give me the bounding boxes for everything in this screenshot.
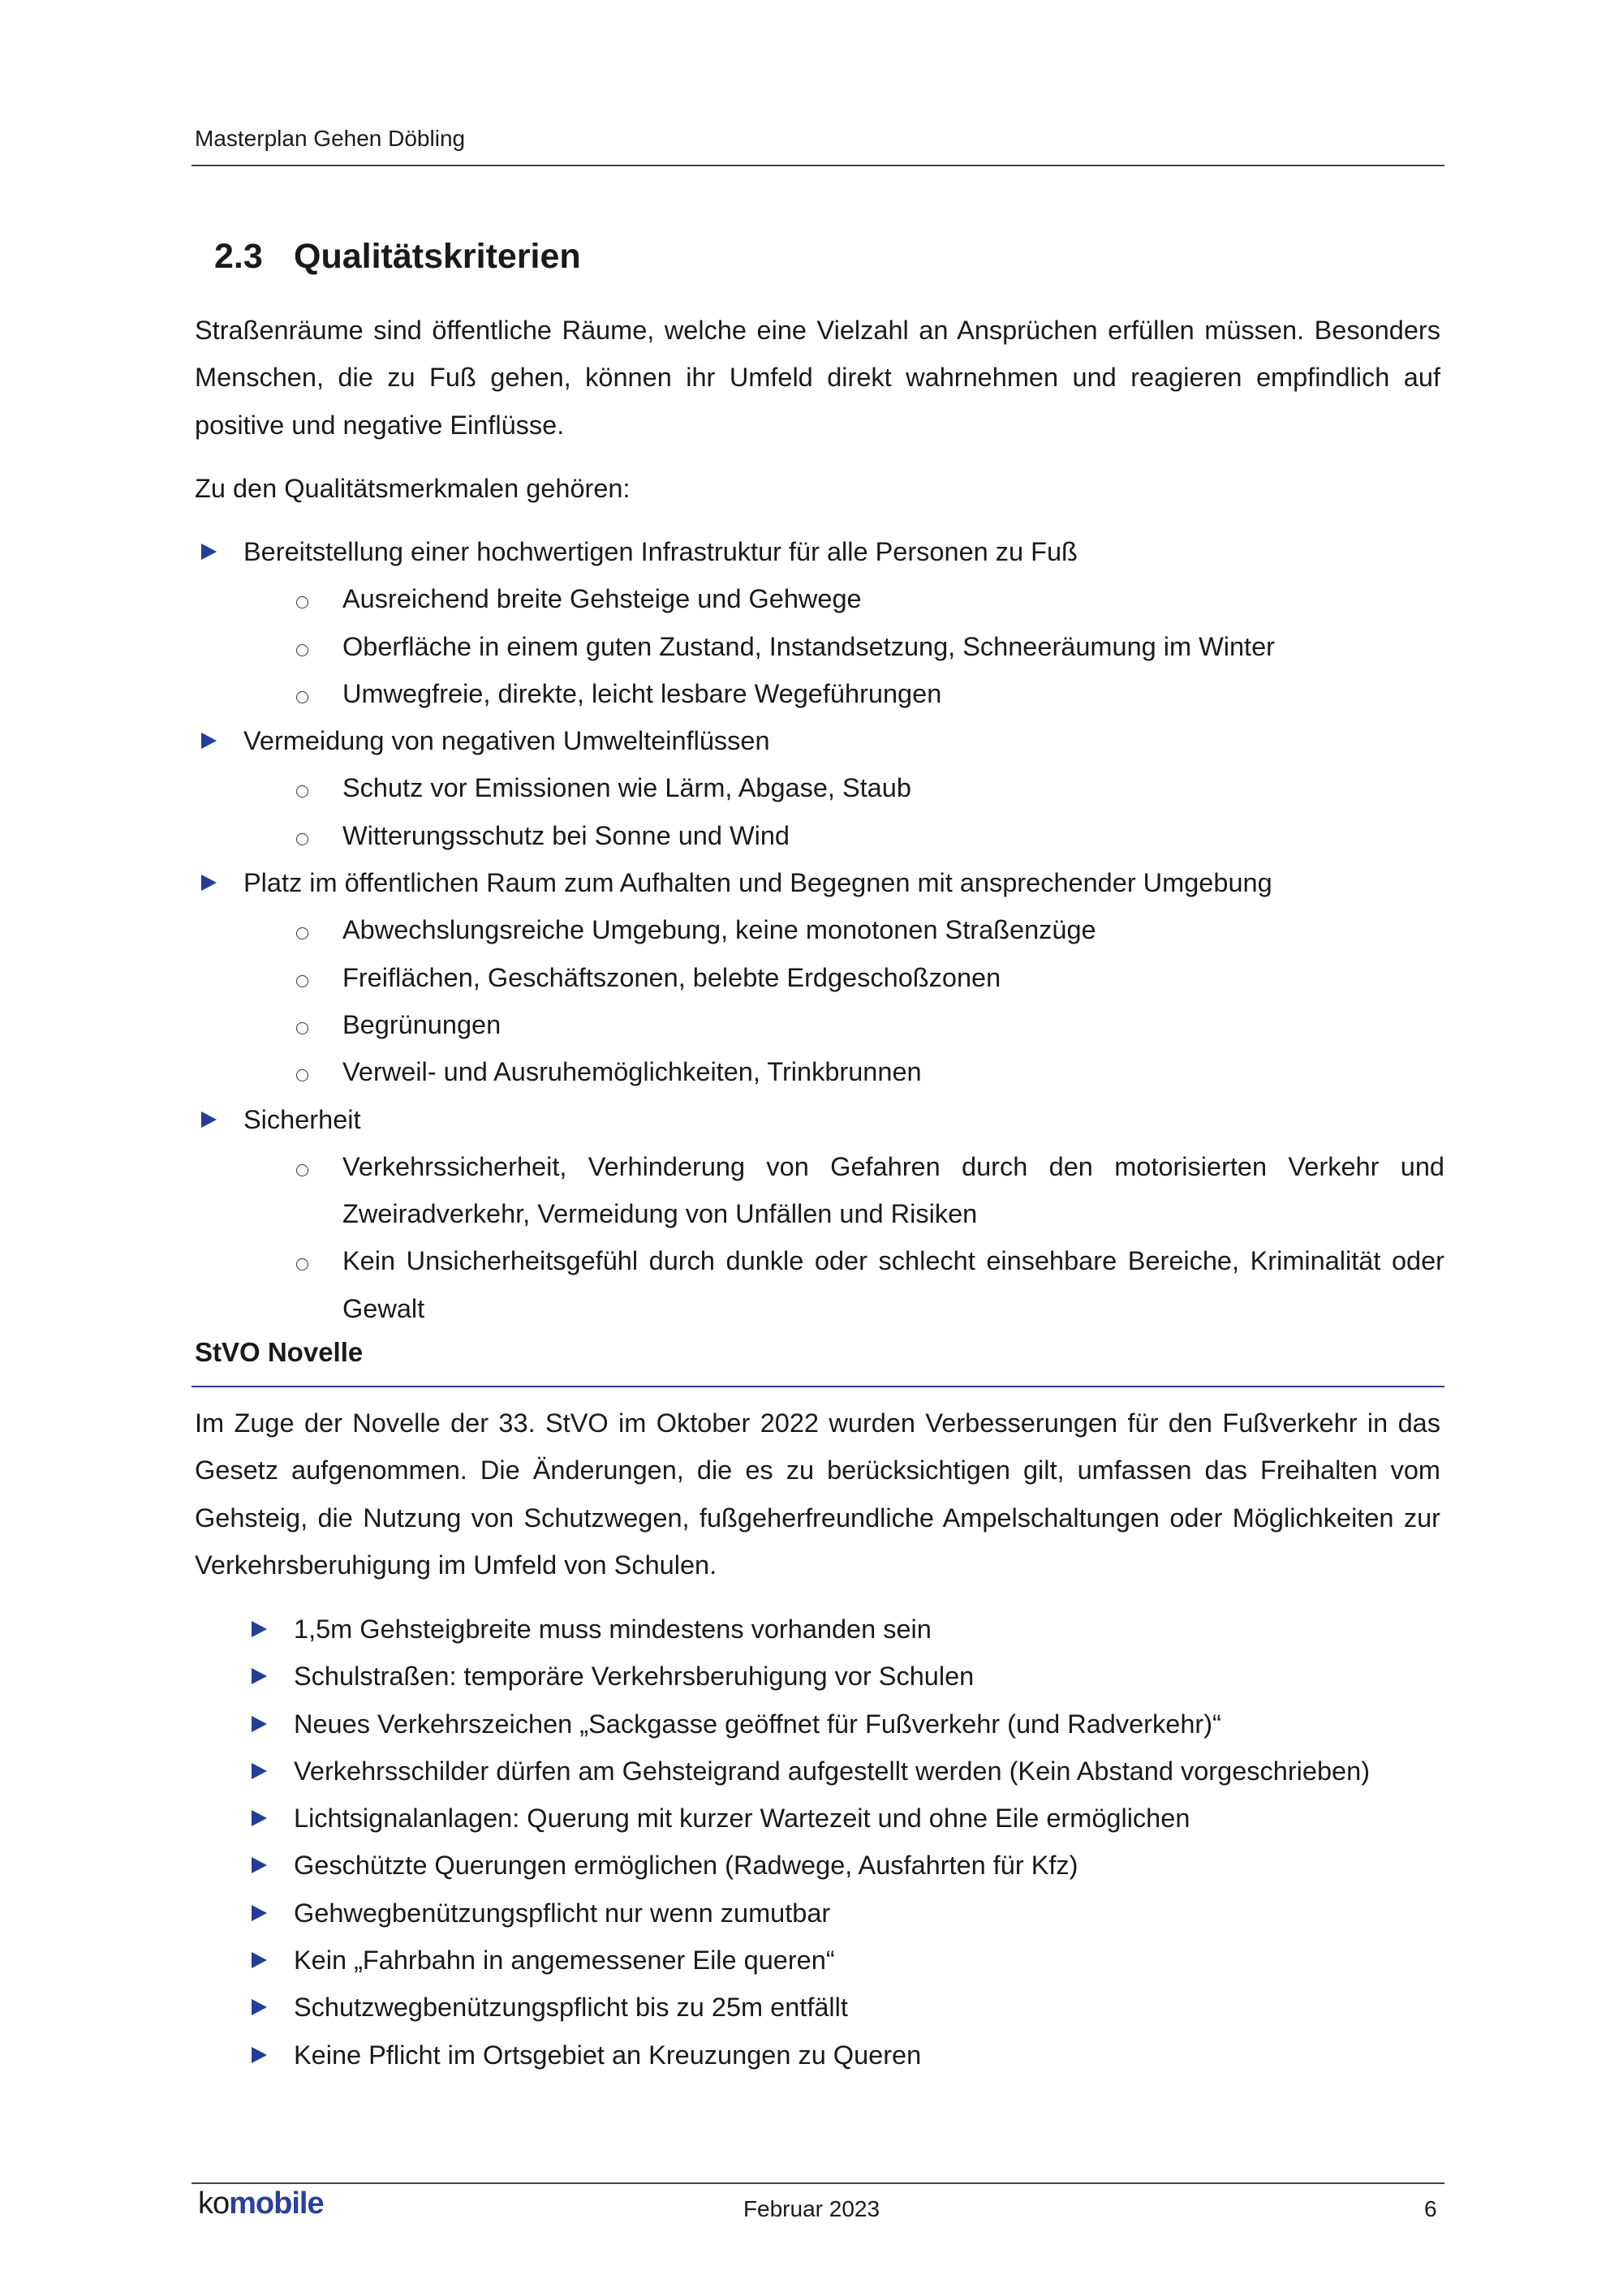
circle-bullet-icon (296, 691, 308, 703)
list-item-text: 1,5m Gehsteigbreite muss mindestens vorhanden sein (294, 1615, 932, 1644)
circle-bullet-icon (296, 1164, 308, 1176)
sub-list-item-text: Kein Unsicherheitsgefühl durch dunkle oder schlecht einsehbare Bereiche, Kriminalität oder Gewalt (342, 1246, 1444, 1323)
triangle-bullet-icon (252, 1857, 267, 1873)
intro-paragraph: Straßenräume sind öffentliche Räume, welche eine Vielzahl an Ansprüchen erfüllen müssen. Besonders Menschen, die zu Fuß gehen, können ihr Umfeld direkt wahrnehmen und reagieren empfindlich auf positive und negative Einflüsse. (195, 316, 1440, 440)
circle-bullet-icon (296, 975, 308, 987)
list-item (195, 1606, 1444, 1653)
triangle-bullet-icon (252, 2047, 267, 2063)
list-item (195, 528, 1444, 575)
triangle-bullet-icon (252, 1668, 267, 1684)
circle-bullet-icon (296, 1258, 308, 1271)
list-item (195, 1937, 1444, 1984)
section-title: Qualitätskriterien (294, 237, 581, 276)
list-item (195, 1890, 1444, 1937)
triangle-bullet-icon (201, 875, 217, 891)
triangle-bullet-icon (252, 1763, 267, 1779)
list-item-text: Kein „Fahrbahn in angemessener Eile queren“ (294, 1946, 835, 1976)
stvo-heading: StVO Novelle (195, 1337, 364, 1367)
sub-list-item (195, 954, 1444, 1001)
list-item (195, 1653, 1444, 1700)
section-heading (214, 237, 581, 277)
list-item (195, 1701, 1444, 1748)
sub-list-item-text: Umwegfreie, direkte, leicht lesbare Wegeführungen (342, 678, 942, 708)
page-number: 6 (1424, 2196, 1437, 2221)
sub-list-item (195, 1048, 1444, 1095)
sub-list-item (195, 764, 1444, 811)
section-number: 2.3 (214, 237, 263, 276)
list-item (195, 717, 1444, 764)
list-item-text: Gehwegbenützungspflicht nur wenn zumutbar (294, 1898, 831, 1928)
list-item-text: Geschützte Querungen ermöglichen (Radwege, Ausfahrten für Kfz) (294, 1851, 1078, 1881)
list-item-label: Vermeidung von negativen Umwelteinflüssen (243, 726, 770, 756)
criteria-list (195, 528, 1444, 1332)
triangle-bullet-icon (252, 1905, 267, 1921)
sub-list-item-text: Ausreichend breite Gehsteige und Gehwege (342, 584, 862, 614)
sub-list-item-text: Verkehrssicherheit, Verhinderung von Gefahren durch den motorisierten Verkehr und Zweiradverkehr, Vermeidung von Unfällen und Risiken (342, 1151, 1444, 1229)
sub-list-item (195, 906, 1444, 953)
sub-list-item (195, 575, 1444, 622)
circle-bullet-icon (296, 927, 308, 939)
triangle-bullet-icon (252, 1716, 267, 1732)
sub-list-item (195, 1001, 1444, 1048)
list-item (195, 1842, 1444, 1889)
triangle-bullet-icon (201, 733, 217, 749)
stvo-paragraph: Im Zuge der Novelle der 33. StVO im Oktober 2022 wurden Verbesserungen für den Fußverkehr in das Gesetz aufgenommen. Die Änderungen, die es zu berücksichtigen gilt, umfassen das Freihalten vom Gehsteig, die Nutzung von Schutzwegen, fußgeherfreundliche Ampelschaltungen oder Möglichkeiten zur Verkehrsberuhigung im Umfeld von Schulen. (195, 1408, 1440, 1580)
sub-list-item-text: Oberfläche in einem guten Zustand, Instandsetzung, Schneeräumung im Winter (342, 631, 1275, 661)
sub-list-item-text: Abwechslungsreiche Umgebung, keine monotonen Straßenzüge (342, 915, 1096, 945)
sub-list-item-text: Begrünungen (342, 1009, 502, 1039)
stvo-list (195, 1606, 1444, 2079)
circle-bullet-icon (296, 833, 308, 845)
lead-text: Zu den Qualitätsmerkmalen gehören: (195, 474, 631, 503)
list-item-label: Platz im öffentlichen Raum zum Aufhalten und Begegnen mit ansprechender Umgebung (243, 868, 1272, 898)
circle-bullet-icon (296, 1069, 308, 1081)
logo-prefix: ko (198, 2186, 230, 2221)
list-item-text: Keine Pflicht im Ortsgebiet an Kreuzungen zu Queren (294, 2040, 922, 2070)
circle-bullet-icon (296, 644, 308, 656)
list-item (195, 1984, 1444, 2031)
sub-list-item-text: Verweil- und Ausruhemöglichkeiten, Trinkbrunnen (342, 1057, 922, 1087)
sub-list-item-text: Schutz vor Emissionen wie Lärm, Abgase, Staub (342, 773, 911, 803)
triangle-bullet-icon (252, 1621, 267, 1637)
logo-brand: mobile (229, 2186, 324, 2221)
sub-list-item (195, 1143, 1444, 1238)
list-item (195, 2032, 1444, 2079)
header-rule (192, 165, 1444, 166)
sub-list-item (195, 1237, 1444, 1332)
sub-list-item-text: Freiflächen, Geschäftszonen, belebte Erdgeschoßzonen (342, 962, 1001, 992)
footer-date: Februar 2023 (743, 2196, 880, 2221)
circle-bullet-icon (296, 1022, 308, 1034)
list-item (195, 1096, 1444, 1143)
circle-bullet-icon (296, 596, 308, 608)
circle-bullet-icon (296, 785, 308, 798)
list-item-text: Verkehrsschilder dürfen am Gehsteigrand aufgestellt werden (Kein Abstand vorgeschrieben) (294, 1756, 1371, 1786)
list-item-text: Neues Verkehrszeichen „Sackgasse geöffnet für Fußverkehr (und Radverkehr)“ (294, 1709, 1221, 1739)
triangle-bullet-icon (252, 1999, 267, 2015)
sub-list-item-text: Witterungsschutz bei Sonne und Wind (342, 820, 790, 850)
triangle-bullet-icon (201, 544, 217, 560)
running-header: Masterplan Gehen Döbling (195, 126, 466, 151)
triangle-bullet-icon (252, 1952, 267, 1968)
list-item-text: Lichtsignalanlagen: Querung mit kurzer Wartezeit und ohne Eile ermöglichen (294, 1804, 1190, 1834)
triangle-bullet-icon (252, 1810, 267, 1826)
sub-list-item (195, 812, 1444, 859)
list-item (195, 1748, 1444, 1795)
list-item (195, 1795, 1444, 1842)
list-item (195, 859, 1444, 906)
footer-rule (192, 2182, 1444, 2184)
list-item-text: Schutzwegbenützungspflicht bis zu 25m entfällt (294, 1993, 848, 2023)
list-item-text: Schulstraßen: temporäre Verkehrsberuhigung vor Schulen (294, 1662, 975, 1692)
stvo-rule (192, 1386, 1444, 1387)
sub-list-item (195, 623, 1444, 670)
list-item-label: Sicherheit (243, 1104, 361, 1134)
triangle-bullet-icon (201, 1111, 217, 1128)
list-item-label: Bereitstellung einer hochwertigen Infrastruktur für alle Personen zu Fuß (243, 537, 1078, 566)
sub-list-item (195, 670, 1444, 717)
